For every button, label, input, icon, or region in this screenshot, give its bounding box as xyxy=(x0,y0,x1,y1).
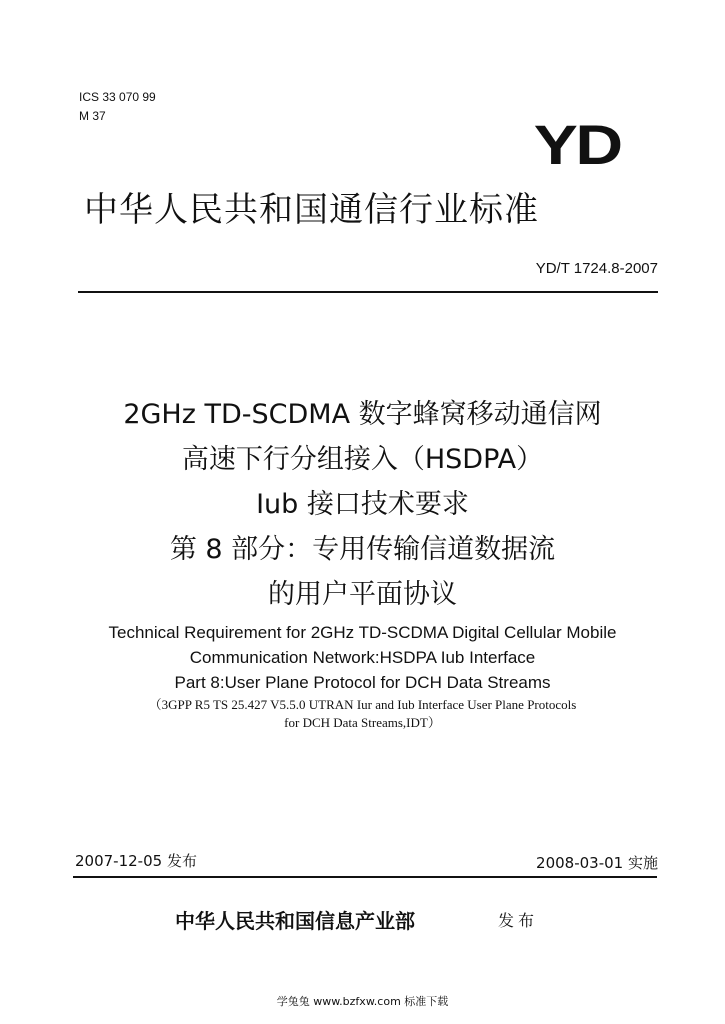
english-subtitle-line: （3GPP R5 TS 25.427 V5.5.0 UTRAN Iur and Iub Interface User Plane Protocols xyxy=(148,697,577,712)
bottom-divider xyxy=(73,876,657,878)
yd-logo: YD xyxy=(533,113,621,176)
top-divider xyxy=(78,291,658,293)
publication-date: 2007-12-05 发布 xyxy=(75,852,197,870)
standard-number: YD/T 1724.8-2007 xyxy=(535,260,658,277)
implementation-date: 2008-03-01 实施 xyxy=(536,854,658,872)
standard-title: 中华人民共和国通信行业标准 xyxy=(84,190,539,230)
chinese-title-line: Iub 接口技术要求 xyxy=(256,489,469,520)
chinese-title-line: 2GHz TD-SCDMA 数字蜂窝移动通信网 xyxy=(123,399,602,430)
english-title xyxy=(40,620,685,695)
download-footer: 学兔兔 www.bzfxw.com 标准下载 xyxy=(276,995,449,1008)
ics-code: ICS 33 070 99 xyxy=(79,90,156,104)
issue-label: 发布 xyxy=(498,911,539,930)
chinese-title-line: 的用户平面协议 xyxy=(268,579,457,610)
classification-codes xyxy=(79,88,156,126)
chinese-title-line: 第 8 部分：专用传输信道数据流 xyxy=(169,534,556,565)
issuing-authority: 中华人民共和国信息产业部 xyxy=(175,909,415,933)
english-subtitle xyxy=(60,696,665,732)
chinese-title xyxy=(60,392,665,617)
english-title-line: Technical Requirement for 2GHz TD-SCDMA Digital Cellular Mobile xyxy=(108,623,617,642)
english-title-line: Communication Network:HSDPA Iub Interface xyxy=(189,648,536,667)
english-title-line: Part 8:User Plane Protocol for DCH Data Streams xyxy=(174,673,551,692)
english-subtitle-line: for DCH Data Streams,IDT） xyxy=(284,715,441,730)
category-code: M 37 xyxy=(79,109,106,123)
chinese-title-line: 高速下行分组接入（HSDPA） xyxy=(181,444,544,475)
